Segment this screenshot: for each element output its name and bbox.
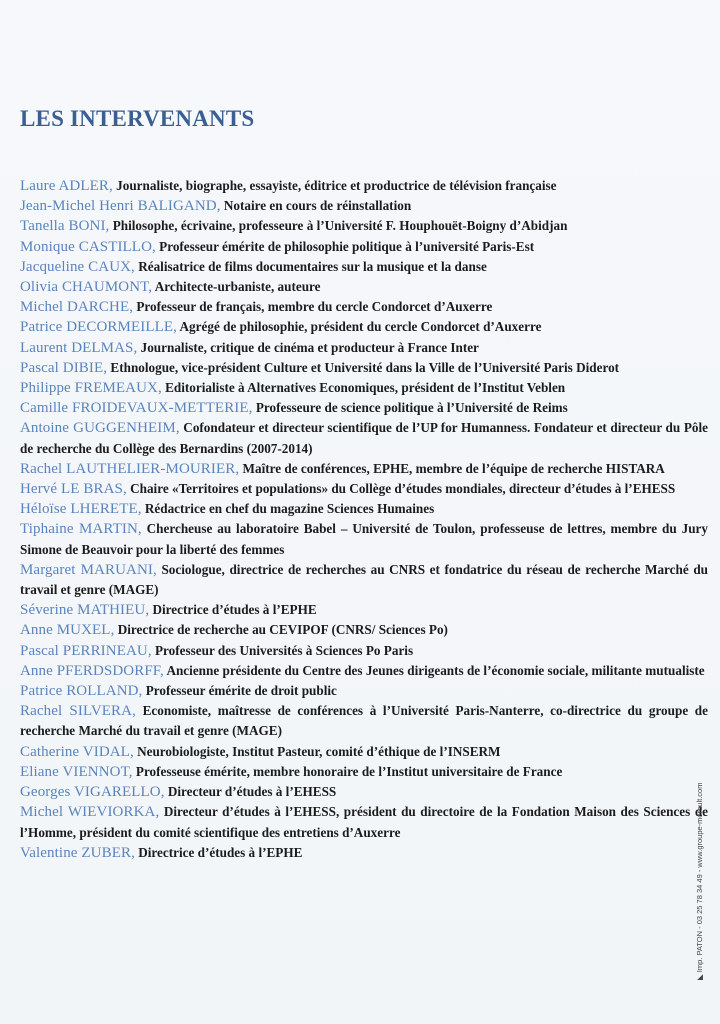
speaker-description: Notaire en cours de réinstallation xyxy=(220,198,412,214)
list-item xyxy=(20,398,708,418)
speaker-description: Maître de conférences, EPHE, membre de l’équipe de recherche HISTARA xyxy=(239,460,665,476)
list-item xyxy=(20,317,708,337)
speaker-name: Jean-Michel Henri BALIGAND, xyxy=(20,198,221,215)
speaker-description: Cofondateur et directeur scientifique de l’UP for Humanness. Fondateur et directeur du Pôle de recherche du Collège des Bernardins (2007-2014) xyxy=(20,420,708,456)
speaker-name: Michel DARCHE, xyxy=(20,299,134,316)
list-item xyxy=(20,600,708,620)
speaker-name: Philippe FREMEAUX, xyxy=(20,380,162,397)
speaker-description: Chercheuse au laboratoire Babel – Université de Toulon, professeuse de lettres, membre du Jury Simone de Beauvoir pour la liberté des femmes xyxy=(20,521,708,557)
speaker-name: Catherine VIDAL, xyxy=(20,743,134,760)
list-item xyxy=(20,277,708,297)
speaker-name: Michel WIEVIORKA, xyxy=(20,804,160,821)
speaker-name: Laure ADLER, xyxy=(20,178,113,194)
speaker-description: Economiste, maîtresse de conférences à l’Université Paris-Nanterre, co-directrice du groupe de recherche Marché du travail et genre (MAGE) xyxy=(20,703,708,739)
speaker-name: Héloïse LHERETE, xyxy=(20,501,142,518)
list-item xyxy=(20,519,708,559)
speaker-description: Journaliste, biographe, essayiste, éditrice et productrice de télévision française xyxy=(112,178,557,193)
speaker-description: Professeur émérite de droit public xyxy=(142,683,337,699)
printer-credit xyxy=(695,783,704,980)
speaker-description: Philosophe, écrivaine, professeure à l’Université F. Houphouët-Boigny d’Abidjan xyxy=(109,218,568,234)
speaker-name: Pascal PERRINEAU, xyxy=(20,642,152,659)
speaker-name: Séverine MATHIEU, xyxy=(20,602,150,619)
speaker-description: Directeur d’études à l’EHESS xyxy=(164,784,337,800)
speaker-description: Professeur des Universités à Sciences Po Paris xyxy=(151,642,414,658)
speaker-name: Eliane VIENNOT, xyxy=(20,763,133,780)
speaker-description: Sociologue, directrice de recherches au CNRS et fondatrice du réseau de recherche Marché du travail et genre (MAGE) xyxy=(20,561,708,598)
list-item xyxy=(20,762,708,782)
speaker-name: Tiphaine MARTIN, xyxy=(20,521,142,538)
list-item xyxy=(20,641,708,661)
speakers-list xyxy=(20,176,708,863)
speaker-description: Architecte-urbaniste, auteure xyxy=(152,279,321,295)
speaker-name: Laurent DELMAS, xyxy=(20,339,138,356)
list-item xyxy=(20,358,708,378)
speaker-description: Directeur d’études à l’EHESS, président du directoire de la Fondation Maison des Sciences de l’Homme, président du comité scientifique des entretiens d’Auxerre xyxy=(20,804,709,840)
speaker-name: Camille FROIDEVAUX-METTERIE, xyxy=(20,400,253,417)
speaker-description: Neurobiologiste, Institut Pasteur, comité d’éthique de l’INSERM xyxy=(133,743,501,759)
speaker-name: Patrice DECORMEILLE, xyxy=(20,319,177,336)
speaker-name: Anne MUXEL, xyxy=(20,622,115,639)
list-item xyxy=(20,176,708,196)
list-item xyxy=(20,681,708,701)
speaker-description: Réalisatrice de films documentaires sur la musique et la danse xyxy=(134,258,487,274)
list-item xyxy=(20,843,708,863)
list-item xyxy=(20,216,708,236)
list-item xyxy=(20,297,708,317)
list-item xyxy=(20,499,708,519)
speaker-description: Professeure de science politique à l’Université de Reims xyxy=(252,400,568,416)
list-item xyxy=(20,782,708,802)
speaker-name: Margaret MARUANI, xyxy=(20,561,157,578)
list-item xyxy=(20,378,708,398)
list-item xyxy=(20,418,708,458)
speaker-name: Tanella BONI, xyxy=(20,218,110,235)
speaker-name: Jacqueline CAUX, xyxy=(20,258,135,275)
list-item xyxy=(20,459,708,479)
speaker-description: Professeuse émérite, membre honoraire de l’Institut universitaire de France xyxy=(132,763,563,779)
list-item xyxy=(20,560,708,600)
speaker-name: Monique CASTILLO, xyxy=(20,238,156,255)
list-item xyxy=(20,802,708,842)
speaker-description: Rédactrice en chef du magazine Sciences Humaines xyxy=(141,501,435,517)
page-title: LES INTERVENANTS xyxy=(20,106,255,131)
list-item xyxy=(20,620,708,640)
list-item xyxy=(20,237,708,257)
printer-credit-text: Imp. PATON - 03 25 78 34 49 - www.groupe-morault.com xyxy=(695,782,704,973)
speaker-description: Agrégé de philosophie, président du cercle Condorcet d’Auxerre xyxy=(176,319,542,335)
speaker-description: Professeur émérite de philosophie politique à l’université Paris-Est xyxy=(155,238,535,254)
speaker-name: Anne PFERDSDORFF, xyxy=(20,662,164,679)
speaker-description: Journaliste, critique de cinéma et producteur à France Inter xyxy=(137,339,479,355)
speaker-description: Directrice d’études à l’EPHE xyxy=(134,844,303,860)
speaker-description: Chaire «Territoires et populations» du Collège d’études mondiales, directeur d’études à l’EHESS xyxy=(126,481,676,497)
list-item xyxy=(20,196,708,216)
printer-logo-icon: ◣ xyxy=(695,974,704,980)
speaker-name: Patrice ROLLAND, xyxy=(20,683,143,700)
speaker-name: Antoine GUGGENHEIM, xyxy=(20,420,180,437)
speaker-description: Editorialiste à Alternatives Economiques, président de l’Institut Veblen xyxy=(161,380,566,396)
speaker-description: Directrice de recherche au CEVIPOF (CNRS/ Sciences Po) xyxy=(114,622,448,638)
speaker-name: Rachel SILVERA, xyxy=(20,703,136,720)
speaker-description: Directrice d’études à l’EPHE xyxy=(149,602,317,618)
list-item xyxy=(20,742,708,762)
speaker-name: Hervé LE BRAS, xyxy=(20,481,127,498)
speaker-description: Ethnologue, vice-président Culture et Université dans la Ville de l’Université Paris Diderot xyxy=(107,359,620,375)
speaker-description: Professeur de français, membre du cercle Condorcet d’Auxerre xyxy=(133,299,493,315)
speaker-name: Olivia CHAUMONT, xyxy=(20,279,153,296)
list-item xyxy=(20,479,708,499)
speaker-name: Georges VIGARELLO, xyxy=(20,784,165,801)
speaker-name: Pascal DIBIE, xyxy=(20,359,108,376)
speaker-name: Rachel LAUTHELIER-MOURIER, xyxy=(20,460,240,477)
list-item xyxy=(20,661,708,681)
list-item xyxy=(20,257,708,277)
speaker-name: Valentine ZUBER, xyxy=(20,844,135,861)
list-item xyxy=(20,338,708,358)
list-item xyxy=(20,701,708,741)
speaker-description: Ancienne présidente du Centre des Jeunes dirigeants de l’économie sociale, militante mutualiste xyxy=(163,662,705,678)
